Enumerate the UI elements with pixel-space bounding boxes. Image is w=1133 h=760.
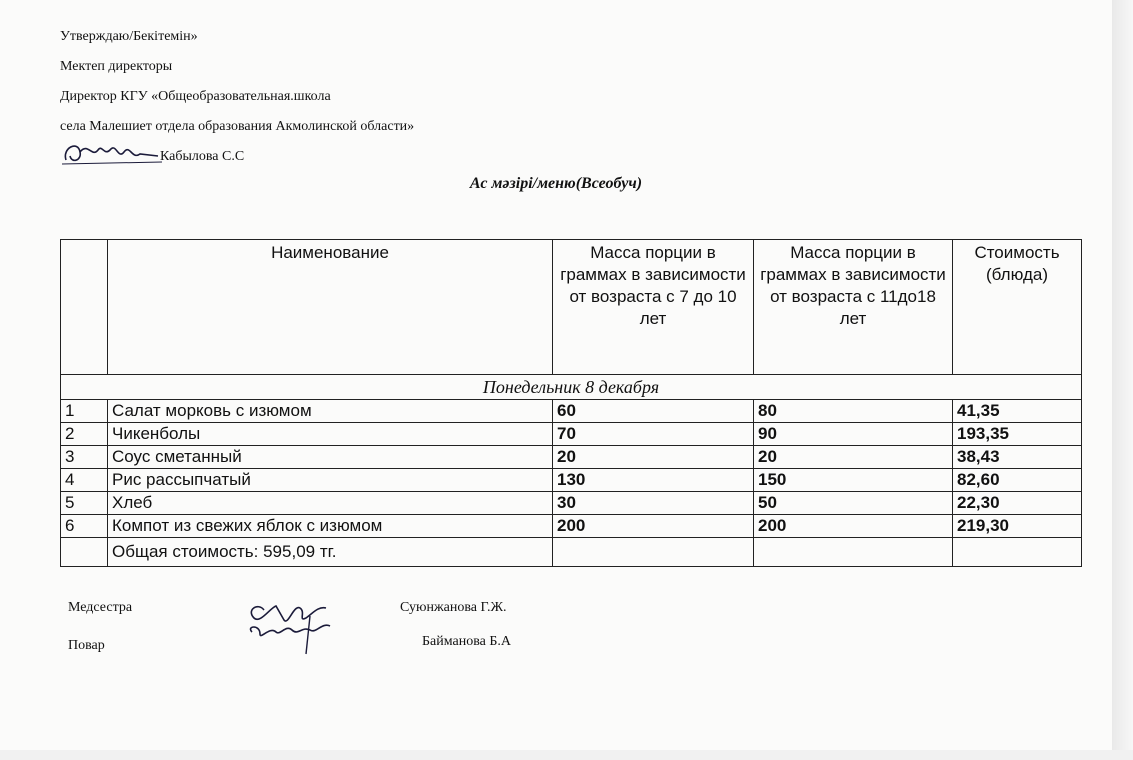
dish-name: Хлеб <box>108 492 553 515</box>
table-row <box>61 423 1082 446</box>
row-num: 2 <box>61 423 108 446</box>
table-row <box>61 446 1082 469</box>
portion-11-18: 80 <box>754 400 953 423</box>
approval-line: Утверждаю/Бекітемін» <box>60 29 198 44</box>
director-name: Кабылова С.С <box>160 149 245 164</box>
total-empty <box>953 538 1082 567</box>
total-empty <box>754 538 953 567</box>
header-age-11-18: Масса порции в граммах в зависимости от возраста с 11до18 лет <box>754 240 953 375</box>
approval-line: Мектеп директоры <box>60 59 173 74</box>
table-row <box>61 400 1082 423</box>
cook-role: Повар <box>68 638 105 653</box>
portion-11-18: 50 <box>754 492 953 515</box>
nurse-name: Суюнжанова Г.Ж. <box>400 600 507 615</box>
total-cost: Общая стоимость: 595,09 тг. <box>108 538 553 567</box>
row-num: 1 <box>61 400 108 423</box>
header-age-7-10: Масса порции в граммах в зависимости от возраста с 7 до 10 лет <box>553 240 754 375</box>
dish-name: Рис рассыпчатый <box>108 469 553 492</box>
approval-block <box>60 22 414 172</box>
portion-7-10: 20 <box>553 446 754 469</box>
menu-title: Ас мәзірі/меню(Всеобуч) <box>469 175 643 192</box>
dish-name: Соус сметанный <box>108 446 553 469</box>
table-row <box>61 515 1082 538</box>
header-num <box>61 240 108 375</box>
portion-11-18: 150 <box>754 469 953 492</box>
header-name: Наименование <box>108 240 553 375</box>
nurse-role: Медсестра <box>68 600 133 615</box>
dish-cost: 193,35 <box>953 423 1082 446</box>
row-num: 5 <box>61 492 108 515</box>
total-empty <box>553 538 754 567</box>
dish-cost: 41,35 <box>953 400 1082 423</box>
dish-cost: 82,60 <box>953 469 1082 492</box>
page-edge-bottom <box>0 750 1133 760</box>
header-cost: Стоимость (блюда) <box>953 240 1082 375</box>
day-row <box>61 375 1082 400</box>
portion-11-18: 200 <box>754 515 953 538</box>
table-row <box>61 492 1082 515</box>
dish-cost: 22,30 <box>953 492 1082 515</box>
dish-name: Чикенболы <box>108 423 553 446</box>
approval-line: села Малешиет отдела образования Акмолинской области» <box>60 119 415 134</box>
cook-name: Байманова Б.А <box>422 634 512 649</box>
portion-7-10: 70 <box>553 423 754 446</box>
header-row <box>61 240 1082 375</box>
table-row <box>61 469 1082 492</box>
day-label: Понедельник 8 декабря <box>61 375 1082 400</box>
portion-11-18: 20 <box>754 446 953 469</box>
row-num: 3 <box>61 446 108 469</box>
total-row <box>61 538 1082 567</box>
row-num: 4 <box>61 469 108 492</box>
portion-7-10: 130 <box>553 469 754 492</box>
dish-cost: 219,30 <box>953 515 1082 538</box>
portion-7-10: 60 <box>553 400 754 423</box>
portion-11-18: 90 <box>754 423 953 446</box>
page-edge <box>1112 0 1133 760</box>
menu-table <box>60 239 1082 567</box>
approval-line: Директор КГУ «Общеобразовательная.школа <box>60 89 331 104</box>
dish-name: Салат морковь с изюмом <box>108 400 553 423</box>
dish-cost: 38,43 <box>953 446 1082 469</box>
dish-name: Компот из свежих яблок с изюмом <box>108 515 553 538</box>
row-num: 6 <box>61 515 108 538</box>
total-num <box>61 538 108 567</box>
portion-7-10: 200 <box>553 515 754 538</box>
portion-7-10: 30 <box>553 492 754 515</box>
